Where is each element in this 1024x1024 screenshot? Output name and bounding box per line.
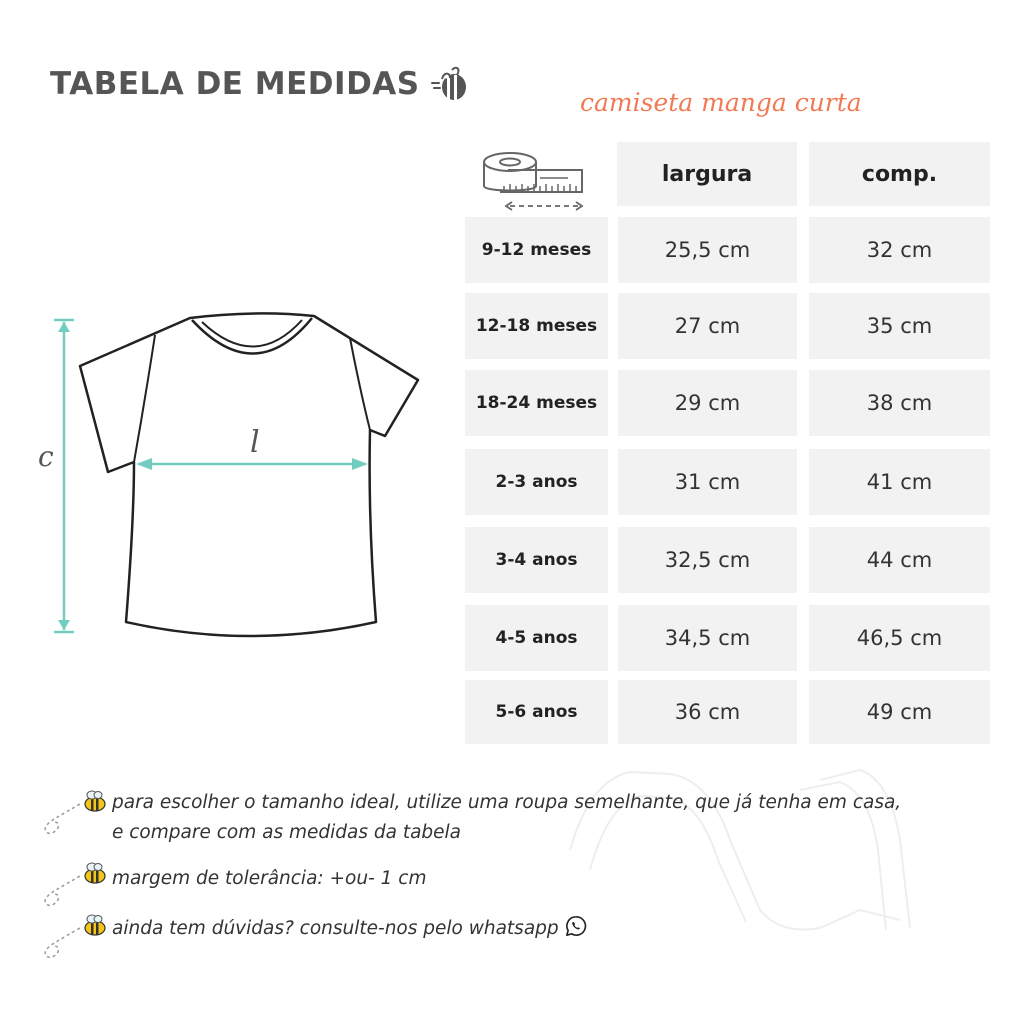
length-value: 41 cm [809, 449, 990, 515]
page-subtitle: camiseta manga curta [580, 88, 862, 117]
tshirt-outline [80, 313, 418, 636]
length-value: 49 cm [809, 680, 990, 744]
width-value: 27 cm [618, 293, 797, 359]
whatsapp-icon[interactable] [565, 915, 587, 937]
column-header-largura: largura [617, 142, 797, 206]
width-value: 29 cm [618, 370, 797, 436]
page-title: TABELA DE MEDIDAS [50, 66, 420, 102]
measuring-tape-watermark-icon [560, 760, 920, 940]
measuring-tape-icon [478, 148, 588, 216]
note-item [112, 788, 901, 848]
bee-trail-icon [38, 870, 83, 910]
bee-icon [80, 914, 110, 936]
width-value: 25,5 cm [618, 217, 797, 283]
width-value: 32,5 cm [618, 527, 797, 593]
width-value: 31 cm [618, 449, 797, 515]
length-label: c [38, 440, 54, 473]
note-item [112, 914, 587, 944]
bee-trail-icon [38, 922, 83, 962]
width-label: l [250, 425, 260, 460]
bee-icon [80, 862, 110, 884]
tshirt-diagram [20, 300, 440, 650]
length-value: 46,5 cm [809, 605, 990, 671]
bee-icon [80, 790, 110, 812]
width-value: 34,5 cm [618, 605, 797, 671]
note-line: e compare com as medidas da tabela [112, 822, 462, 843]
note-line: margem de tolerância: +ou- 1 cm [112, 868, 427, 889]
note-item [112, 864, 426, 894]
size-label: 5-6 anos [465, 680, 608, 744]
length-value: 44 cm [809, 527, 990, 593]
size-label: 9-12 meses [465, 217, 608, 283]
size-label: 18-24 meses [465, 370, 608, 436]
bee-logo-icon [430, 66, 470, 102]
length-value: 38 cm [809, 370, 990, 436]
size-label: 3-4 anos [465, 527, 608, 593]
size-label: 12-18 meses [465, 293, 608, 359]
bee-trail-icon [38, 798, 83, 838]
length-value: 35 cm [809, 293, 990, 359]
column-header-comp: comp. [809, 142, 990, 206]
size-label: 4-5 anos [465, 605, 608, 671]
note-line: para escolher o tamanho ideal, utilize uma roupa semelhante, que já tenha em casa, [112, 792, 902, 813]
width-value: 36 cm [618, 680, 797, 744]
size-label: 2-3 anos [465, 449, 608, 515]
length-value: 32 cm [809, 217, 990, 283]
note-line: ainda tem dúvidas? consulte-nos pelo whatsapp [112, 918, 559, 939]
